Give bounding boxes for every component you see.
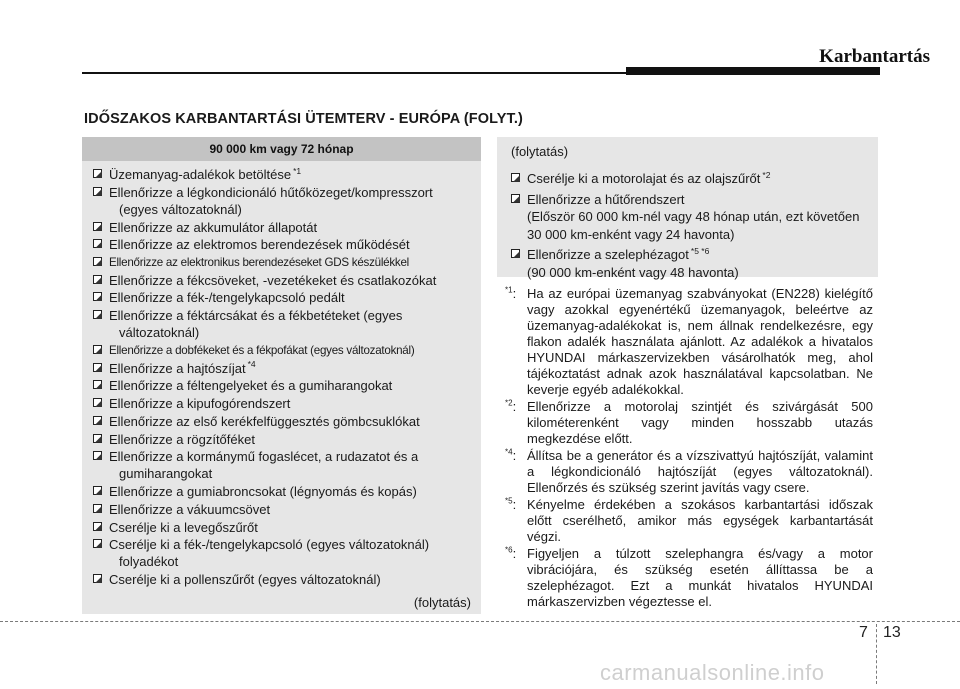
header-rule-thick xyxy=(626,67,880,75)
checkbox-icon xyxy=(511,249,520,258)
page-number: 13 xyxy=(883,624,901,641)
checkbox-icon xyxy=(93,522,102,531)
list-item: Ellenőrizze a hajtószíjat $^{*4}$ xyxy=(93,360,473,377)
footnote: $^{*2}$: Ellenőrizze a motorolaj szintjét és szivárgását 500 kilométerenként vagy minden hosszabb utazás megkezdése előtt. xyxy=(505,398,873,446)
checkbox-icon xyxy=(93,275,102,284)
checkbox-icon xyxy=(93,416,102,425)
checkbox-icon xyxy=(93,187,102,196)
list-item: Ellenőrizze a rögzítőféket xyxy=(93,431,473,448)
list-item: Ellenőrizze a fék-/tengelykapcsoló pedált xyxy=(93,289,473,306)
checkbox-icon xyxy=(93,222,102,231)
list-item: Ellenőrizze a fékcsöveket, -vezetékeket és csatlakozókat xyxy=(93,272,473,289)
footnotes xyxy=(505,286,873,611)
checkbox-icon xyxy=(93,239,102,248)
list-item: Ellenőrizze a hűtőrendszert (Először 60 000 km-nél vagy 48 hónap után, ezt követően 30 000 km-enként vagy 24 havonta) xyxy=(511,191,870,244)
list-item: Ellenőrizze az elektronikus berendezéseket GDS készülékkel xyxy=(93,254,473,271)
list-item: Cserélje ki a pollenszűrőt (egyes változatoknál) xyxy=(93,571,473,588)
list-item: Ellenőrizze a kormánymű fogaslécet, a rudazatot és a gumiharangokat xyxy=(93,448,473,482)
checkbox-icon xyxy=(93,169,102,178)
section-heading: IDŐSZAKOS KARBANTARTÁSI ÜTEMTERV - EURÓPA (FOLYT.) xyxy=(84,111,523,127)
list-item: Cserélje ki a levegőszűrőt xyxy=(93,519,473,536)
left-schedule-box xyxy=(82,137,481,614)
footer-dashed-rule xyxy=(0,621,960,622)
right-schedule-box xyxy=(497,137,878,280)
footnote: $^{*6}$: Figyeljen a túlzott szelephangra és/vagy a motor vibrációjára, és szükség esetén állíttassa be a szelephézagot. Ezt a munkát hivatalos HYUNDAI márkaszervizben végeztesse el. xyxy=(505,545,873,609)
checkbox-icon xyxy=(93,363,102,372)
right-checklist xyxy=(511,170,870,281)
list-item: Ellenőrizze a féktárcsákat és a fékbetéteket (egyes változatoknál) xyxy=(93,307,473,341)
right-continued-label: (folytatás) xyxy=(511,144,569,159)
list-item: Ellenőrizze a szelephézagot $^{*5 *6}$ (90 000 km-enként vagy 48 havonta) xyxy=(511,246,870,281)
footnote: $^{*4}$: Állítsa be a generátor és a vízszivattyú hajtószíját, valamint a légkondicionáló hajtószíját (egyes változatoknál). Ellenőrzés és szükség szerint javítás vagy csere. xyxy=(505,447,873,495)
list-item: Ellenőrizze az akkumulátor állapotát xyxy=(93,219,473,236)
list-item: Ellenőrizze az elektromos berendezések működését xyxy=(93,236,473,253)
list-item: Ellenőrizze az első kerékfelfüggesztés gömbcsuklókat xyxy=(93,413,473,430)
page-separator xyxy=(876,624,877,684)
left-box-heading: 90 000 km vagy 72 hónap xyxy=(82,137,481,161)
checkbox-icon xyxy=(511,194,520,203)
checkbox-icon xyxy=(93,380,102,389)
list-item: Ellenőrizze a gumiabroncsokat (légnyomás és kopás) xyxy=(93,483,473,500)
left-continued-label: (folytatás) xyxy=(413,595,471,610)
header-rule-thin xyxy=(82,72,630,74)
checkbox-icon xyxy=(93,257,102,266)
footnote: $^{*1}$: Ha az európai üzemanyag szabványokat (EN228) kielégítő vagy azokkal egyenértékű üzemanyagok, beleértve az üzemanyag-adalékokat is, nem állnak rendelkezésre, egy flakon adalék használata ajánlott. Az adalékok a hivatalos HYUNDAI márkaszervizekben vásárolhatók meg, ahol tájékoztatást adnak azok használatával kapcsolatban. Ne keverje egyéb adalékokkal. xyxy=(505,285,873,397)
header-title: Karbantartás xyxy=(819,46,930,67)
checkbox-icon xyxy=(93,504,102,513)
checkbox-icon xyxy=(93,345,102,354)
list-item: Ellenőrizze a vákuumcsövet xyxy=(93,501,473,518)
checkbox-icon xyxy=(511,173,520,182)
list-item: Cserélje ki a motorolajat és az olajszűrőt $^{*2}$ xyxy=(511,170,870,188)
footnote: $^{*5}$: Kényelme érdekében a szokásos karbantartási időszak előtt cserélhető, amikor más egységek karbantartását végzi. xyxy=(505,496,873,544)
checkbox-icon xyxy=(93,539,102,548)
checkbox-icon xyxy=(93,574,102,583)
watermark: carmanualsonline.info xyxy=(600,660,825,685)
checkbox-icon xyxy=(93,451,102,460)
checkbox-icon xyxy=(93,398,102,407)
checkbox-icon xyxy=(93,434,102,443)
checkbox-icon xyxy=(93,486,102,495)
list-item: Ellenőrizze a dobfékeket és a fékpofákat (egyes változatoknál) xyxy=(93,342,473,359)
checkbox-icon xyxy=(93,310,102,319)
list-item: Ellenőrizze a féltengelyeket és a gumiharangokat xyxy=(93,377,473,394)
list-item: Ellenőrizze a kipufogórendszert xyxy=(93,395,473,412)
list-item: Üzemanyag-adalékok betöltése $^{*1}$ xyxy=(93,166,473,183)
list-item: Ellenőrizze a légkondicionáló hűtőközeget/kompresszort (egyes változatoknál) xyxy=(93,184,473,218)
chapter-number: 7 xyxy=(859,624,868,641)
list-item: Cserélje ki a fék-/tengelykapcsoló (egyes változatoknál) folyadékot xyxy=(93,536,473,570)
left-checklist xyxy=(82,161,481,588)
checkbox-icon xyxy=(93,292,102,301)
